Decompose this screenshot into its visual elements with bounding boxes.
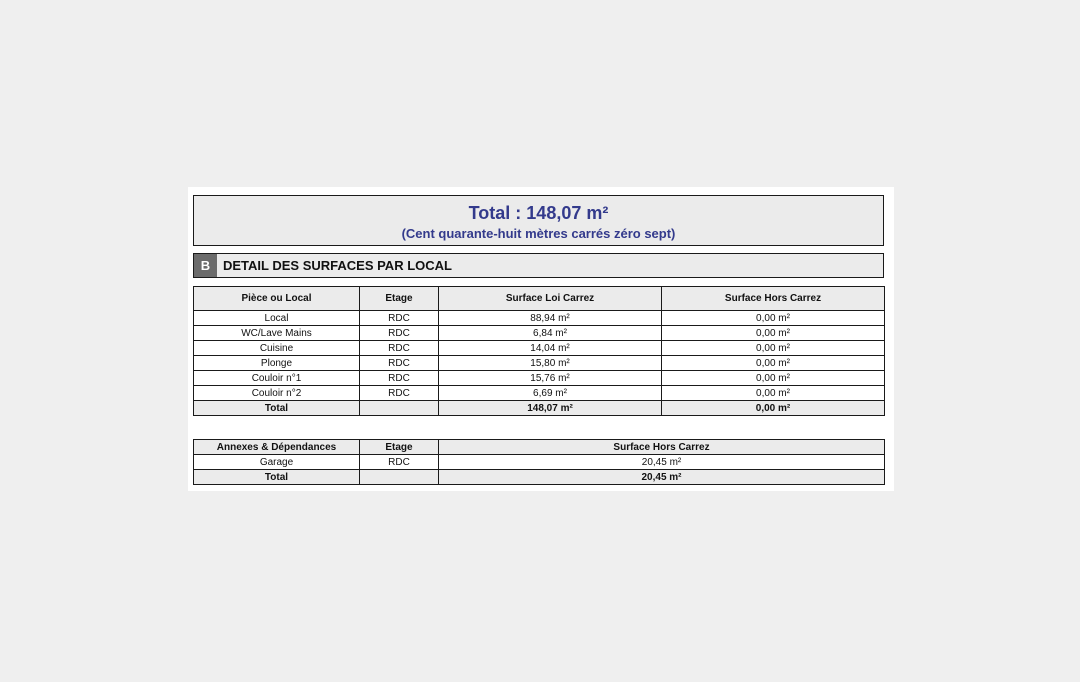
header-piece-ou-local: Pièce ou Local (194, 287, 360, 311)
header-annexes-dependances: Annexes & Dépendances (194, 440, 360, 455)
table-row (194, 341, 885, 356)
room-surface-carrez: 6,84 m² (439, 326, 662, 341)
total-label: Total (194, 401, 360, 416)
room-surface-carrez: 15,76 m² (439, 371, 662, 386)
table-row (194, 455, 885, 470)
total-surface-words: (Cent quarante-huit mètres carrés zéro sept) (401, 226, 676, 241)
header-etage: Etage (360, 440, 439, 455)
room-name: Cuisine (194, 341, 360, 356)
room-surface-carrez: 88,94 m² (439, 311, 662, 326)
total-surface-hors-carrez: 20,45 m² (439, 470, 885, 485)
room-floor: RDC (360, 356, 439, 371)
section-letter-badge: B (194, 254, 217, 277)
room-name: WC/Lave Mains (194, 326, 360, 341)
room-surface-carrez: 14,04 m² (439, 341, 662, 356)
room-name: Couloir n°1 (194, 371, 360, 386)
section-header (193, 253, 884, 278)
room-surface-hors-carrez: 0,00 m² (662, 386, 885, 401)
header-etage: Etage (360, 287, 439, 311)
header-surface-hors-carrez: Surface Hors Carrez (662, 287, 885, 311)
header-surface-loi-carrez: Surface Loi Carrez (439, 287, 662, 311)
room-surface-carrez: 15,80 m² (439, 356, 662, 371)
room-name: Plonge (194, 356, 360, 371)
total-floor (360, 401, 439, 416)
room-floor: RDC (360, 311, 439, 326)
table-total-row (194, 470, 885, 485)
total-floor (360, 470, 439, 485)
room-surface-carrez: 6,69 m² (439, 386, 662, 401)
table-total-row (194, 401, 885, 416)
total-surface-box (193, 195, 884, 246)
table-row (194, 356, 885, 371)
table-row (194, 386, 885, 401)
room-surface-hors-carrez: 0,00 m² (662, 341, 885, 356)
room-floor: RDC (360, 326, 439, 341)
room-surface-hors-carrez: 0,00 m² (662, 311, 885, 326)
room-surface-hors-carrez: 0,00 m² (662, 356, 885, 371)
table-header-row (194, 287, 885, 311)
room-floor: RDC (360, 386, 439, 401)
table-row (194, 371, 885, 386)
header-surface-hors-carrez: Surface Hors Carrez (439, 440, 885, 455)
annex-floor: RDC (360, 455, 439, 470)
section-title: DETAIL DES SURFACES PAR LOCAL (223, 258, 452, 273)
rooms-surface-table (193, 286, 885, 416)
annex-surface-table (193, 439, 885, 485)
total-surface-hors-carrez: 0,00 m² (662, 401, 885, 416)
room-name: Local (194, 311, 360, 326)
room-name: Couloir n°2 (194, 386, 360, 401)
room-floor: RDC (360, 371, 439, 386)
table-header-row (194, 440, 885, 455)
total-label: Total (194, 470, 360, 485)
room-floor: RDC (360, 341, 439, 356)
room-surface-hors-carrez: 0,00 m² (662, 326, 885, 341)
annex-name: Garage (194, 455, 360, 470)
table-row (194, 326, 885, 341)
annex-surface-hors-carrez: 20,45 m² (439, 455, 885, 470)
total-surface-title: Total : 148,07 m² (468, 203, 609, 223)
table-row (194, 311, 885, 326)
room-surface-hors-carrez: 0,00 m² (662, 371, 885, 386)
total-surface-carrez: 148,07 m² (439, 401, 662, 416)
